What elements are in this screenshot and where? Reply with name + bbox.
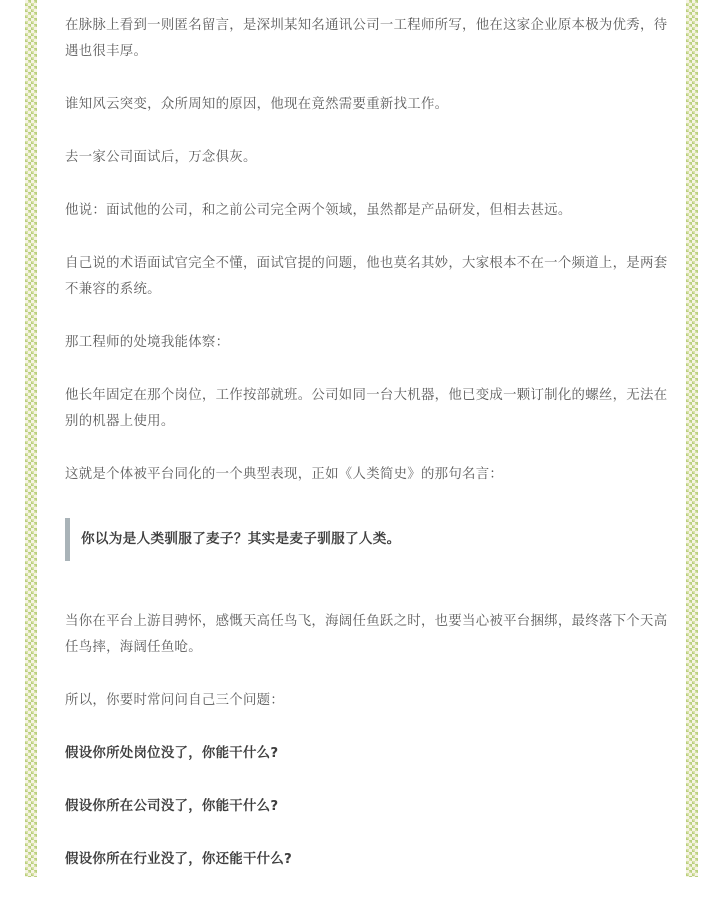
article-body [65,13,670,900]
decorative-border-right [686,0,698,877]
quote-text: 你以为是人类驯服了麦子？其实是麦子驯服了人类。 [81,531,401,547]
question: 假设你所在公司没了，你能干什么? [65,799,279,814]
decorative-border-left [25,0,37,877]
paragraph: 当你在平台上游目骋怀，感慨天高任鸟飞，海阔任鱼跃之时，也要当心被平台捆绑，最终落下个天高任鸟摔，海阔任鱼呛。 [65,614,668,655]
question: 假设你所处岗位没了，你能干什么? [65,746,279,761]
paragraph: 那工程师的处境我能体察： [65,335,230,350]
paragraph: 他长年固定在那个岗位，工作按部就班。公司如同一台大机器，他已变成一颗订制化的螺丝，无法在别的机器上使用。 [65,388,668,429]
paragraph: 所以，你要时常问问自己三个问题： [65,693,285,708]
paragraph: 谁知风云突变，众所周知的原因，他现在竟然需要重新找工作。 [65,97,449,112]
blockquote [65,518,670,561]
question: 假设你所在行业没了，你还能干什么? [65,852,293,867]
paragraph: 这就是个体被平台同化的一个典型表现，正如《人类简史》的那句名言： [65,467,504,482]
paragraph: 自己说的术语面试官完全不懂，面试官提的问题，他也莫名其妙，大家根本不在一个频道上，是两套不兼容的系统。 [65,256,668,297]
paragraph: 他说：面试他的公司，和之前公司完全两个领域，虽然都是产品研发，但相去甚远。 [65,203,572,218]
paragraph: 在脉脉上看到一则匿名留言，是深圳某知名通讯公司一工程师所写，他在这家企业原本极为优秀，待遇也很丰厚。 [65,18,668,59]
paragraph: 去一家公司面试后，万念俱灰。 [65,150,257,165]
